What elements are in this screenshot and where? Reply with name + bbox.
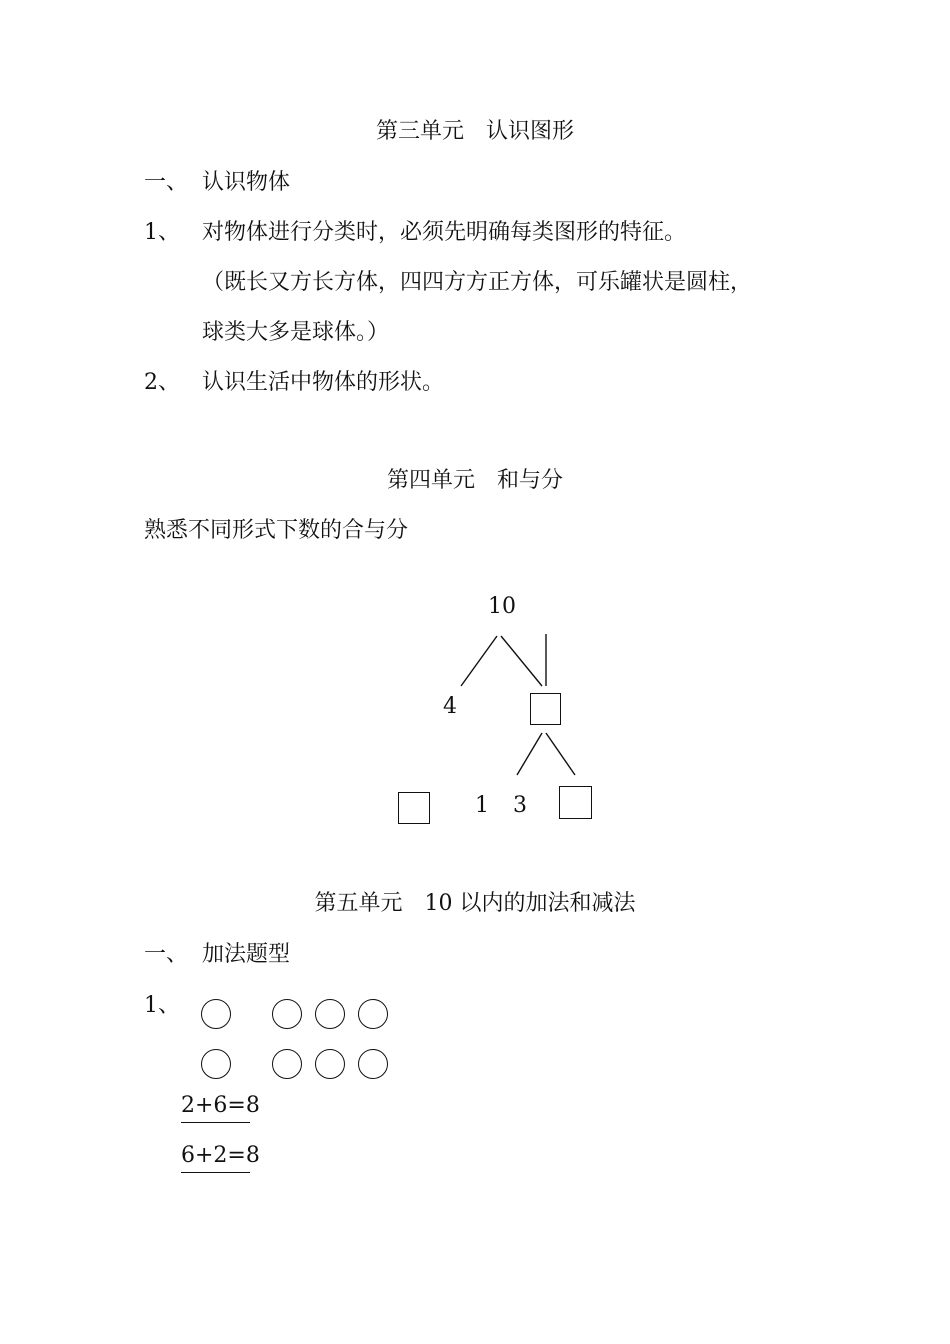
- unit3-title: 第三单元 认识图形: [375, 119, 574, 144]
- unit3-section1-label: 认识物体: [202, 170, 291, 195]
- bond-answer-box-bottom-right[interactable]: [559, 786, 592, 819]
- circle-shape: [315, 1049, 345, 1079]
- unit3-item1-number: 1、: [144, 220, 180, 245]
- circle-shape: [201, 999, 231, 1029]
- circle-shape: [315, 999, 345, 1029]
- bond-top-number: 10: [488, 594, 516, 619]
- unit3-item2-number: 2、: [144, 370, 180, 395]
- unit3-item1-text: 对物体进行分类时，必须先明确每类图形的特征。: [202, 220, 687, 245]
- circle-shape: [272, 1049, 302, 1079]
- bond-bottom-number-b: 3: [513, 793, 527, 818]
- bond-answer-box-middle[interactable]: [530, 693, 561, 725]
- unit4-title: 第四单元 和与分: [386, 468, 563, 493]
- unit3-section1-number: 一、: [144, 170, 189, 195]
- equation-1: 2+6=8: [181, 1093, 260, 1118]
- equation-2: 6+2=8: [181, 1143, 260, 1168]
- bond-bottom-number-a: 1: [475, 793, 489, 818]
- unit3-item2-text: 认识生活中物体的形状。: [202, 370, 445, 395]
- bond-answer-box-bottom-left[interactable]: [398, 792, 430, 824]
- unit5-title: 第五单元 10 以内的加法和减法: [314, 891, 636, 916]
- unit4-subtitle: 熟悉不同形式下数的合与分: [144, 518, 409, 543]
- unit5-item1-number: 1、: [144, 993, 180, 1018]
- equation-2-underline: [181, 1172, 250, 1173]
- unit5-section1-number: 一、: [144, 942, 189, 967]
- circle-shape: [201, 1049, 231, 1079]
- circle-shape: [358, 1049, 388, 1079]
- unit3-item1-note-line1: （既长又方长方体，四四方方正方体，可乐罐状是圆柱，: [202, 270, 753, 295]
- unit3-item1-note-line2: 球类大多是球体。）: [202, 320, 390, 345]
- circle-shape: [272, 999, 302, 1029]
- unit5-section1-label: 加法题型: [202, 942, 291, 967]
- bond-left-number: 4: [443, 694, 457, 719]
- equation-1-underline: [181, 1122, 250, 1123]
- circle-shape: [358, 999, 388, 1029]
